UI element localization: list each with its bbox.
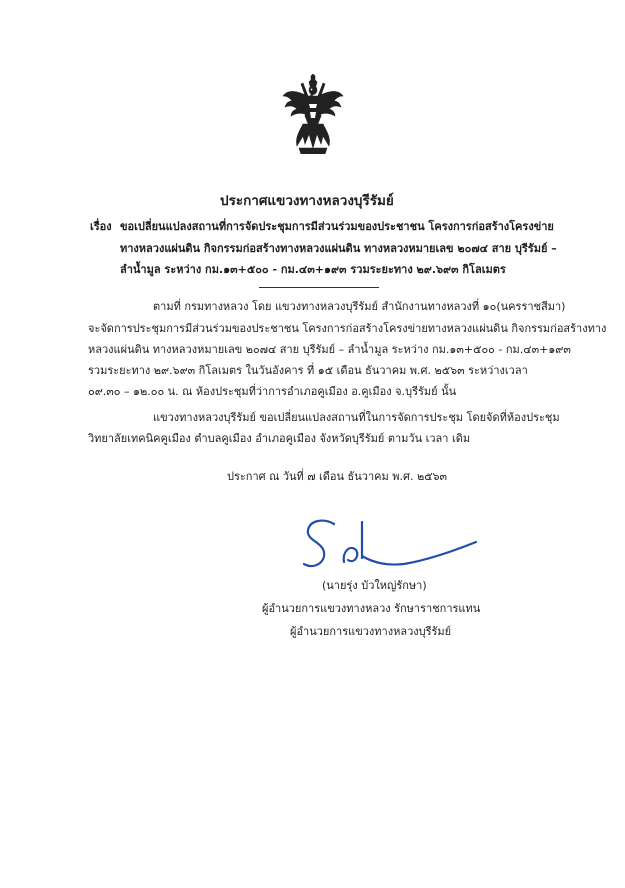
garuda-emblem-icon (281, 74, 345, 154)
paragraph-2-line-2: วิทยาลัยเทคนิคคูเมือง ตำบลคูเมือง อำเภอคูเมือง จังหวัดบุรีรัมย์ ตามวัน เวลา เดิม (88, 432, 471, 445)
paragraph-1-line-1: ตามที่ กรมทางหลวง โดย แขวงทางหลวงบุรีรัมย์ สำนักงานทางหลวงที่ ๑๐(นครราชสีมา) (153, 300, 566, 313)
subject-line-3: ลำน้ำมูล ระหว่าง กม.๑๓+๕๐๐ - กม.๔๓+๑๙๓ รวมระยะทาง ๒๙.๖๙๓ กิโลเมตร (120, 263, 506, 276)
paragraph-2-line-1: แขวงทางหลวงบุรีรัมย์ ขอเปลี่ยนแปลงสถานที่ในการจัดการประชุม โดยจัดที่ห้องประชุม (153, 411, 560, 424)
paragraph-1-line-5: ๐๙.๓๐ – ๑๒.๐๐ น. ณ ห้องประชุมที่ว่าการอำเภอคูเมือง อ.คูเมือง จ.บุรีรัมย์ นั้น (88, 385, 457, 398)
announcement-title: ประกาศแขวงทางหลวงบุรีรัมย์ (220, 193, 394, 209)
subject-label: เรื่อง (90, 220, 112, 233)
signatory-position-line-1: ผู้อำนวยการแขวงทางหลวง รักษาราชการแทน (262, 602, 481, 615)
subject-line-2: ทางหลวงแผ่นดิน กิจกรรมก่อสร้างทางหลวงแผ่นดิน ทางหลวงหมายเลข ๒๐๗๔ สาย บุรีรัมย์ – (120, 242, 557, 255)
handwritten-signature (298, 516, 480, 576)
subject-line-1: ขอเปลี่ยนแปลงสถานที่การจัดประชุมการมีส่วนร่วมของประชาชน โครงการก่อสร้างโครงข่าย (120, 220, 554, 233)
paragraph-1-line-4: รวมระยะทาง ๒๙.๖๙๓ กิโลเมตร ในวันอังคาร ที่ ๑๕ เดือน ธันวาคม พ.ศ. ๒๕๖๓ ระหว่างเวลา (88, 364, 528, 377)
announce-date: ประกาศ ณ วันที่ ๗ เดือน ธันวาคม พ.ศ. ๒๕๖๓ (227, 470, 448, 483)
paragraph-1-line-2: จะจัดการประชุมการมีส่วนร่วมของประชาชน โครงการก่อสร้างโครงข่ายทางหลวงแผ่นดิน กิจกรรมก่อสร้างทาง (88, 322, 607, 335)
signatory-position-line-2: ผู้อำนวยการแขวงทางหลวงบุรีรัมย์ (290, 625, 452, 638)
title-divider (259, 287, 379, 288)
paragraph-1-line-3: หลวงแผ่นดิน ทางหลวงหมายเลข ๒๐๗๔ สาย บุรีรัมย์ – ลำน้ำมูล ระหว่าง กม.๑๓+๕๐๐ - กม.๔๓+๑๙๓ (88, 343, 571, 356)
signatory-name: (นายรุ่ง บัวใหญ่รักษา) (322, 579, 427, 592)
